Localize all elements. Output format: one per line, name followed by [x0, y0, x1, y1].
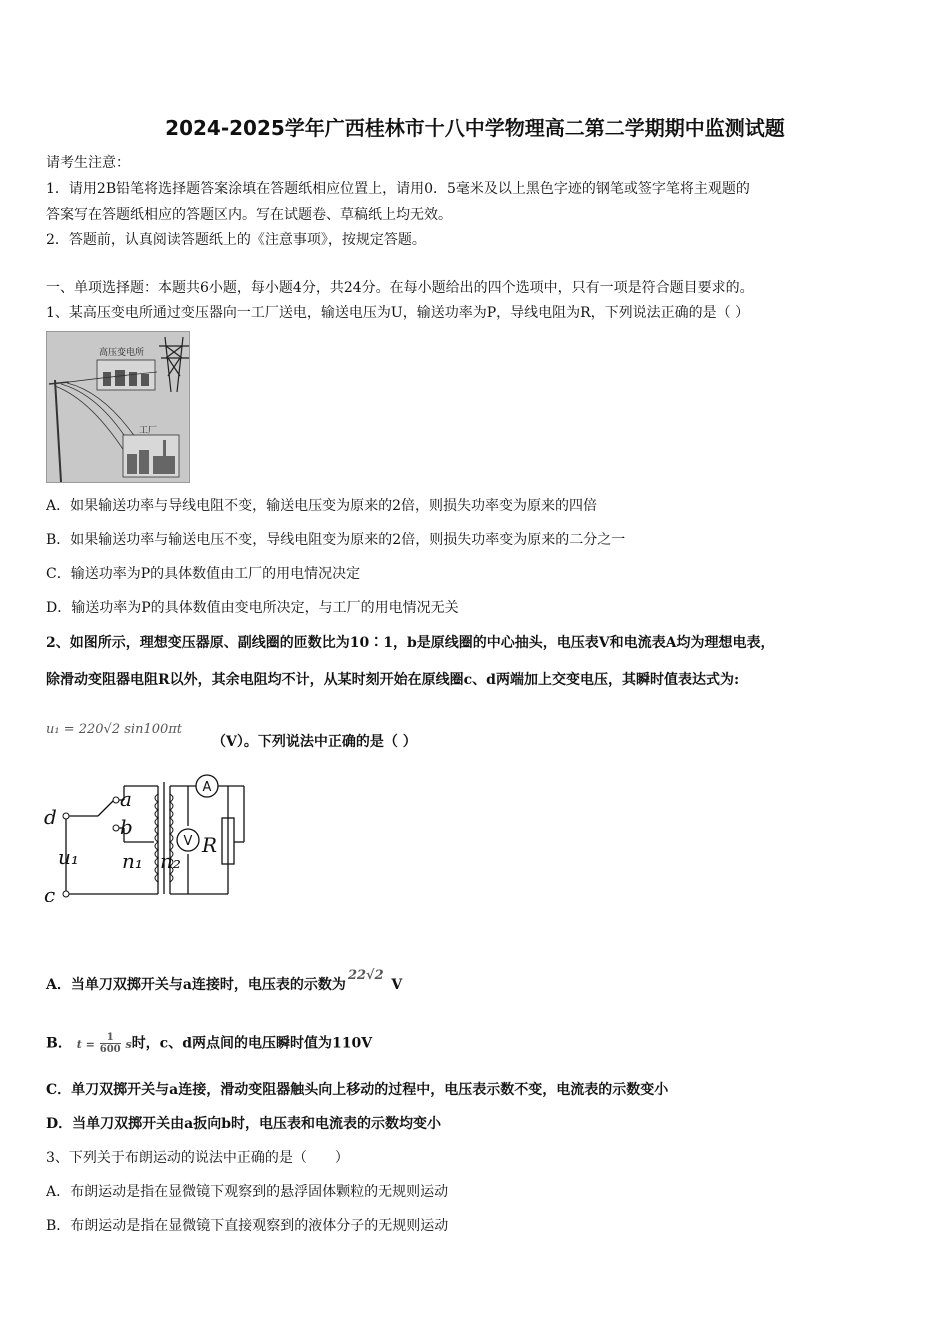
q3-option-a: A．布朗运动是指在显微镜下观察到的悬浮固体颗粒的无规则运动	[46, 1184, 449, 1200]
label-b: b	[120, 815, 133, 839]
q2-option-a-value: 22√2	[347, 968, 384, 983]
q2-option-b: B． t = $\frac{1}{600}$ s时，c、d两点间的电压瞬时值为110V	[46, 1032, 373, 1055]
contact-a	[113, 797, 119, 803]
q2-option-a: A．当单刀双掷开关与a连接时，电压表的示数为22√2 V	[46, 968, 403, 993]
fig1-label-substation: 高压变电所	[99, 348, 145, 358]
section-heading: 一、单项选择题：本题共6小题，每小题4分，共24分。在每小题给出的四个选项中，只有一项是符合题目要求的。	[46, 280, 754, 296]
label-c: c	[44, 883, 56, 902]
label-a: a	[120, 787, 132, 811]
fig1-label-factory: 工厂	[139, 426, 158, 436]
q2-circuit-figure	[44, 770, 250, 902]
q2-option-b-t: t =	[76, 1037, 95, 1051]
terminal-d	[63, 813, 69, 819]
q2-stem-3: （V）。下列说法中正确的是（ ）	[212, 734, 417, 750]
label-n1: n₁	[122, 849, 143, 873]
q2-option-c: C．单刀双掷开关与a连接，滑动变阻器触头向上移动的过程中，电压表示数不变，电流表的示数变小	[46, 1082, 669, 1098]
q1-option-a: A．如果输送功率与导线电阻不变，输送电压变为原来的2倍，则损失功率变为原来的四倍	[46, 498, 598, 514]
page-title: 2024-2025学年广西桂林市十八中学物理高二第二学期期中监测试题	[165, 116, 785, 140]
notice-heading: 请考生注意：	[46, 155, 130, 171]
contact-b	[113, 825, 119, 831]
transformer-circuit-diagram	[44, 770, 250, 902]
q2-stem-2: 除滑动变阻器电阻R以外，其余电阻均不计，从某时刻开始在原线圈c、d两端加上交变电压，其瞬时值表达式为:	[46, 672, 740, 688]
q3-option-b: B．布朗运动是指在显微镜下直接观察到的液体分子的无规则运动	[46, 1218, 449, 1234]
q1-figure	[46, 331, 190, 483]
q2-stem-1: 2、如图所示，理想变压器原、副线圈的匝数比为10∶1，b是原线圈的中心抽头，电压表V和电流表A均为理想电表，	[46, 635, 775, 651]
label-R: R	[202, 833, 218, 857]
q2-option-d: D．当单刀双掷开关由a扳向b时，电压表和电流表的示数均变小	[46, 1116, 441, 1132]
label-u1: u₁	[58, 845, 79, 869]
q1-option-c: C．输送功率为P的具体数值由工厂的用电情况决定	[46, 566, 361, 582]
label-d: d	[44, 805, 57, 829]
label-n2: n₂	[160, 849, 181, 873]
power-transmission-diagram	[47, 332, 189, 482]
notice-item-1: 1．请用2B铅笔将选择题答案涂填在答题纸相应位置上，请用0．5毫米及以上黑色字迹的钢笔或签字笔将主观题的	[46, 181, 750, 197]
notice-item-2: 答案写在答题纸相应的答题区内。写在试题卷、草稿纸上均无效。	[46, 207, 452, 223]
q2-formula: u₁ = 220√2 sin100πt	[46, 722, 183, 737]
q1-option-d: D．输送功率为P的具体数值由变电所决定，与工厂的用电情况无关	[46, 600, 459, 616]
q3-stem: 3、下列关于布朗运动的说法中正确的是（ ）	[46, 1150, 349, 1166]
terminal-c	[63, 891, 69, 897]
notice-item-3: 2．答题前，认真阅读答题纸上的《注意事项》，按规定答题。	[46, 232, 426, 248]
label-V: V	[183, 834, 193, 849]
q1-stem: 1、某高压变电所通过变压器向一工厂送电，输送电压为U，输送功率为P，导线电阻为R，下列说法正确的是（ ）	[46, 305, 750, 321]
q2-option-b-fraction: $\frac{1}{600}$	[99, 1032, 121, 1055]
label-A: A	[202, 780, 212, 795]
q1-option-b: B．如果输送功率与输送电压不变，导线电阻变为原来的2倍，则损失功率变为原来的二分之一	[46, 532, 626, 548]
